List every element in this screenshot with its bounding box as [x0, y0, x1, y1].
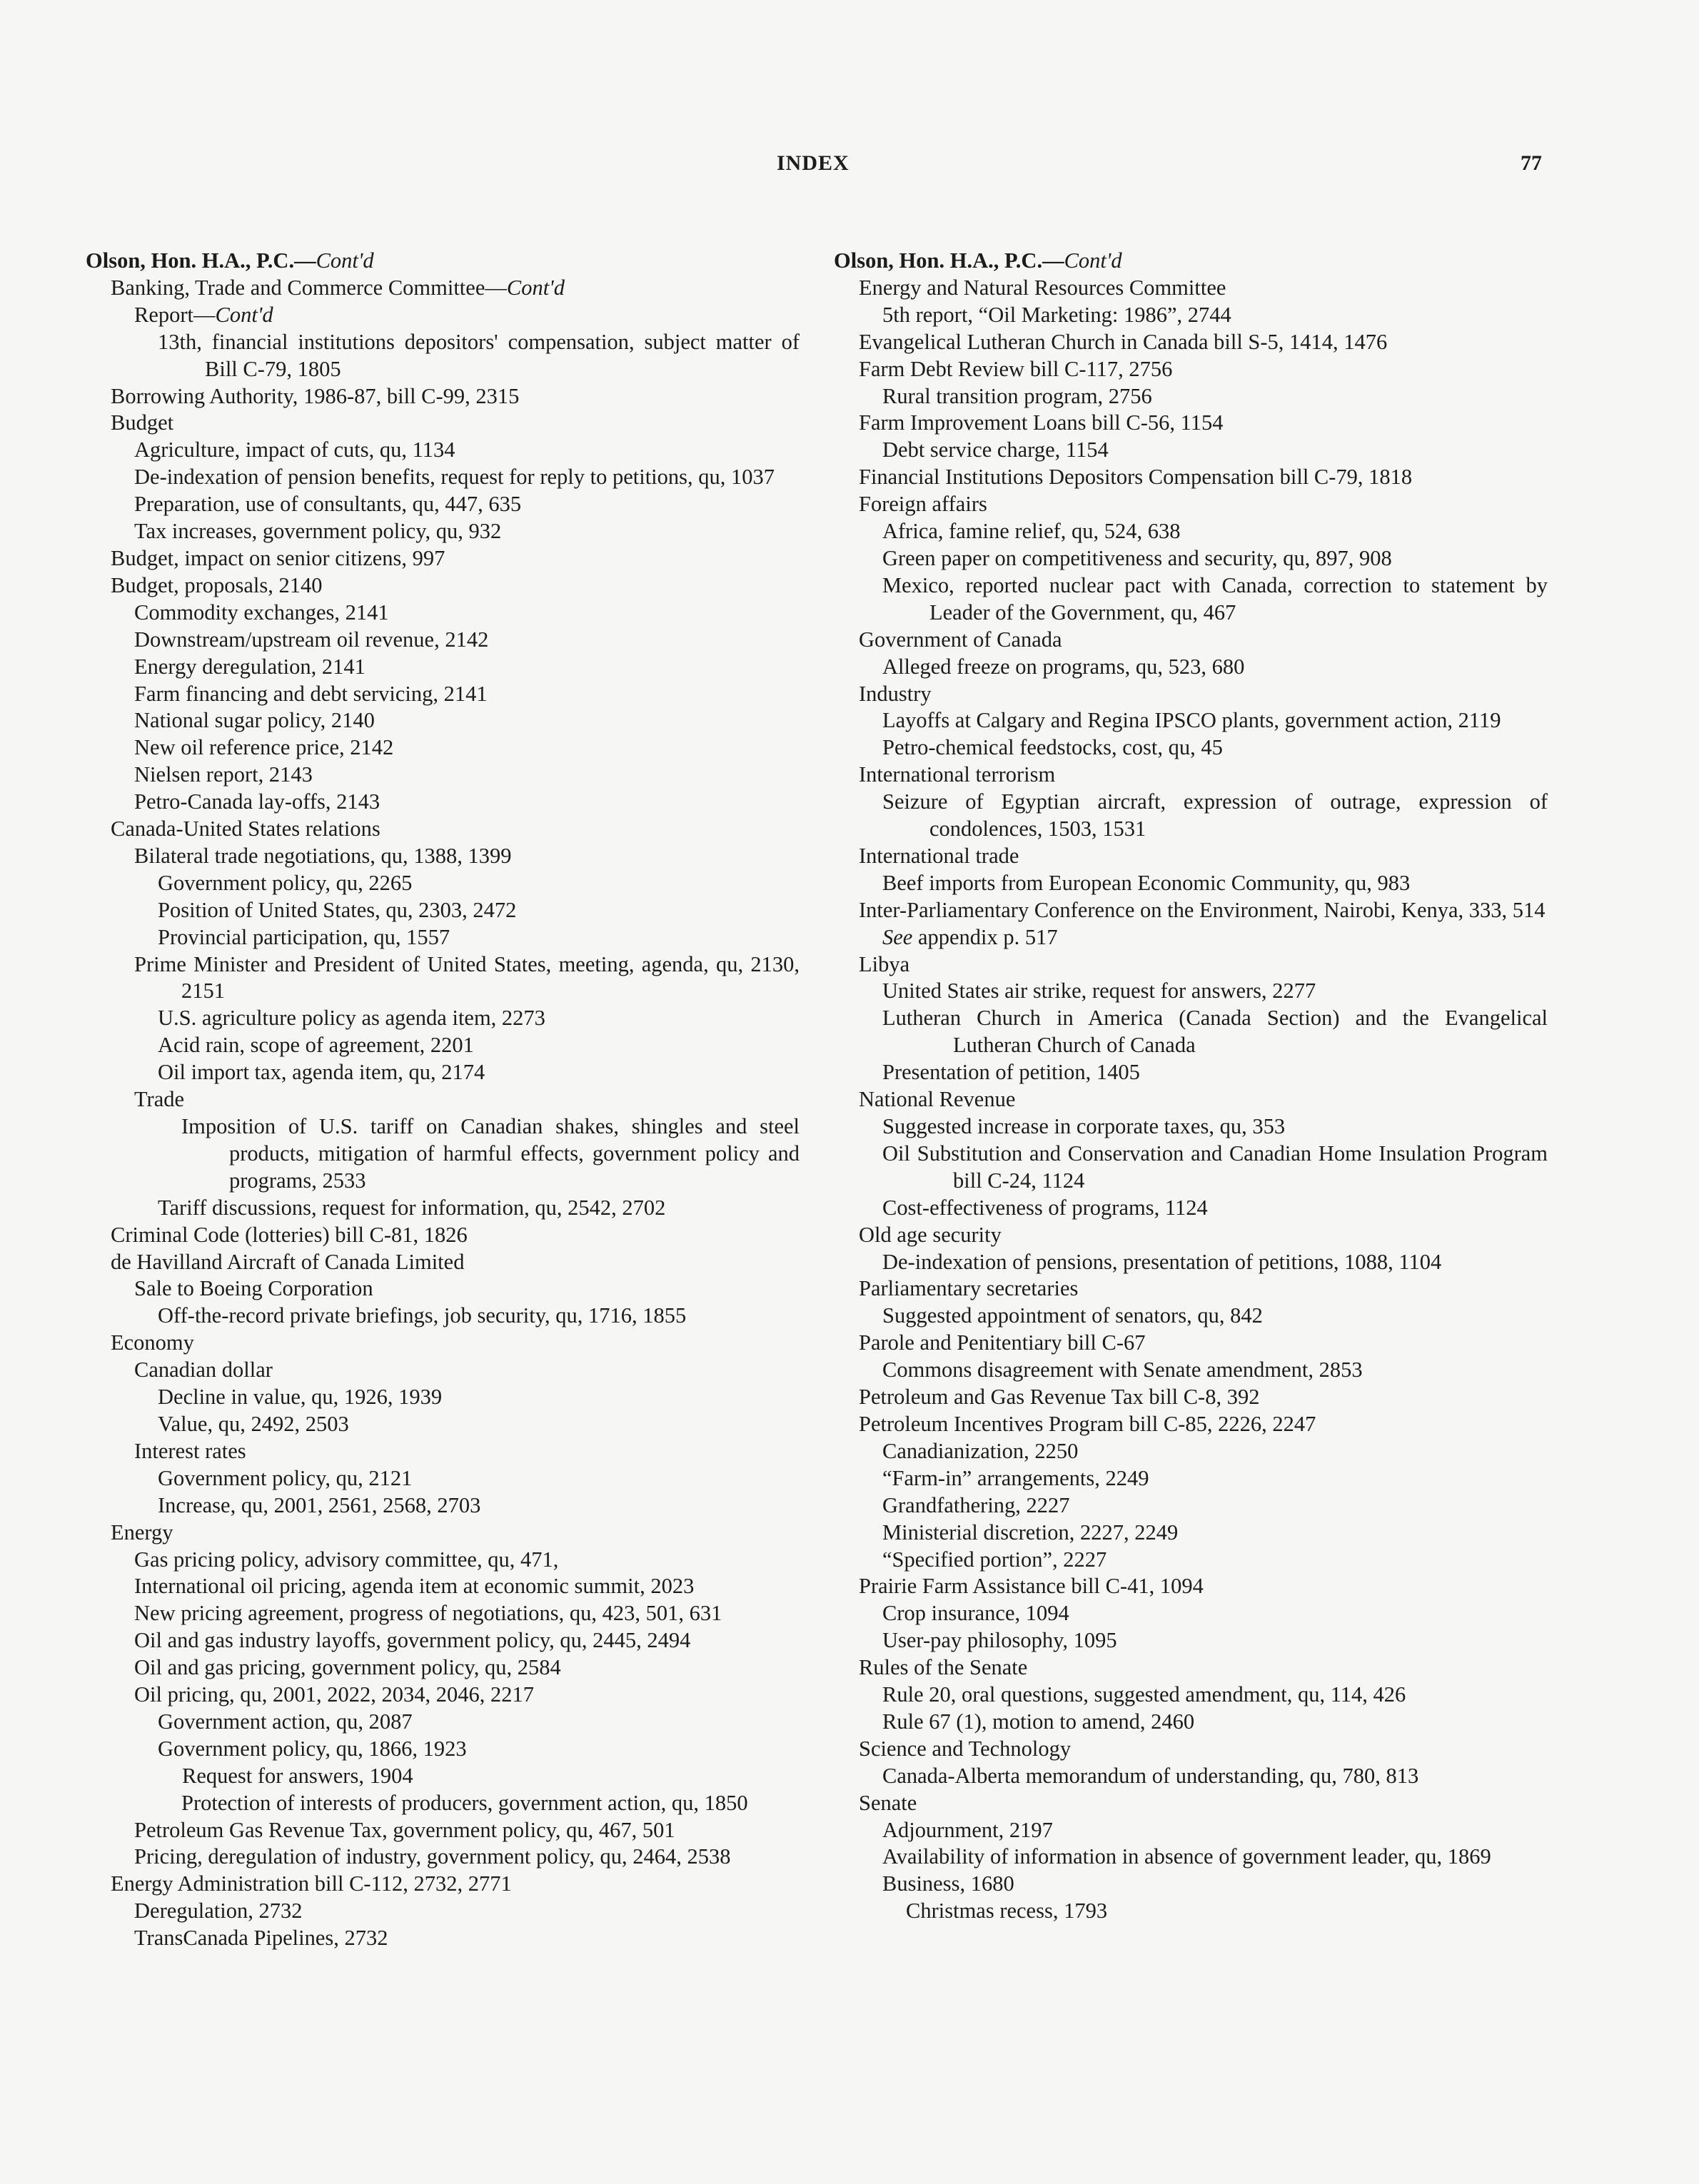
index-entry: Cost-effectiveness of programs, 1124: [882, 1195, 1208, 1220]
index-entry: Energy deregulation, 2141: [134, 654, 365, 679]
index-entry: Industry: [859, 681, 932, 706]
index-entry: New pricing agreement, progress of negotiations, qu, 423, 501, 631: [134, 1601, 722, 1626]
index-entry: Farm Debt Review bill C-117, 2756: [859, 356, 1173, 381]
index-entry: Interest rates: [134, 1438, 246, 1463]
index-entry: Oil import tax, agenda item, qu, 2174: [158, 1060, 485, 1085]
index-entry: Petro-chemical feedstocks, cost, qu, 45: [882, 735, 1223, 760]
index-entry: See appendix p. 517: [882, 924, 1058, 949]
index-entry: Mexico, reported nuclear pact with Canada, correction to statement by Leader of the Government, qu, 467: [882, 572, 1548, 625]
index-entry: Petro-Canada lay-offs, 2143: [134, 789, 380, 814]
index-entry: Pricing, deregulation of industry, government policy, qu, 2464, 2538: [134, 1844, 731, 1869]
index-entry: Old age security: [859, 1222, 1002, 1247]
index-entry: Protection of interests of producers, government action, qu, 1850: [181, 1790, 748, 1815]
index-entry: Economy: [111, 1330, 194, 1355]
index-entry: Lutheran Church in America (Canada Section) and the Evangelical Lutheran Church of Canada: [882, 1006, 1548, 1058]
index-column-left: [86, 248, 800, 1952]
index-entry: Christmas recess, 1793: [906, 1899, 1108, 1923]
index-entry: Petroleum and Gas Revenue Tax bill C-8, 392: [859, 1385, 1260, 1410]
index-entry: Inter-Parliamentary Conference on the Environment, Nairobi, Kenya, 333, 514: [859, 897, 1546, 922]
index-entry: Borrowing Authority, 1986-87, bill C-99, 2315: [111, 383, 520, 408]
index-entry: Grandfathering, 2227: [882, 1492, 1070, 1517]
index-entry: “Farm-in” arrangements, 2249: [882, 1465, 1149, 1490]
index-entry: Government of Canada: [859, 627, 1062, 652]
index-entry: Commons disagreement with Senate amendment, 2853: [882, 1358, 1363, 1382]
index-entry: Report—Cont'd: [134, 302, 273, 327]
index-entry: Farm Improvement Loans bill C-56, 1154: [859, 410, 1224, 435]
index-entry: de Havilland Aircraft of Canada Limited: [111, 1249, 465, 1274]
index-entry: Green paper on competitiveness and security, qu, 897, 908: [882, 545, 1392, 570]
index-entry: International trade: [859, 843, 1019, 868]
index-entry: Energy: [111, 1520, 173, 1545]
index-entry: Decline in value, qu, 1926, 1939: [158, 1385, 443, 1410]
index-entry: Increase, qu, 2001, 2561, 2568, 2703: [158, 1492, 481, 1517]
index-entry: Canadian dollar: [134, 1358, 273, 1382]
index-entry: Tariff discussions, request for information, qu, 2542, 2702: [158, 1195, 666, 1220]
index-entry: Oil and gas industry layoffs, government policy, qu, 2445, 2494: [134, 1628, 691, 1653]
index-entry: Downstream/upstream oil revenue, 2142: [134, 627, 489, 652]
index-entry: Presentation of petition, 1405: [882, 1060, 1140, 1085]
index-entry: National Revenue: [859, 1087, 1016, 1112]
index-entry: User-pay philosophy, 1095: [882, 1628, 1117, 1653]
index-entry: Crop insurance, 1094: [882, 1601, 1069, 1626]
index-entry: Prairie Farm Assistance bill C-41, 1094: [859, 1574, 1204, 1599]
index-entry: Alleged freeze on programs, qu, 523, 680: [882, 654, 1245, 679]
index-entry: Parliamentary secretaries: [859, 1276, 1079, 1301]
index-entry: Government policy, qu, 2121: [158, 1465, 413, 1490]
index-entry: Energy Administration bill C-112, 2732, 2771: [111, 1871, 512, 1896]
index-entry: Government policy, qu, 2265: [158, 870, 413, 895]
index-entry: De-indexation of pensions, presentation of petitions, 1088, 1104: [882, 1249, 1442, 1274]
index-entry: Budget, proposals, 2140: [111, 572, 323, 597]
index-entry: Imposition of U.S. tariff on Canadian shakes, shingles and steel products, mitigation of harmful effects, government policy and programs, 2533: [181, 1114, 800, 1193]
index-entry: TransCanada Pipelines, 2732: [134, 1926, 388, 1951]
index-entry: National sugar policy, 2140: [134, 708, 375, 733]
index-entry: Adjournment, 2197: [882, 1817, 1053, 1842]
index-entry: Parole and Penitentiary bill C-67: [859, 1330, 1146, 1355]
index-entry: Energy and Natural Resources Committee: [859, 275, 1226, 300]
index-entry: Libya: [859, 951, 910, 976]
index-entry: Rule 20, oral questions, suggested amendment, qu, 114, 426: [882, 1682, 1406, 1707]
index-entry: U.S. agriculture policy as agenda item, 2273: [158, 1006, 545, 1031]
index-entry: Senate: [859, 1790, 917, 1815]
index-entry: Sale to Boeing Corporation: [134, 1276, 373, 1301]
index-entry: “Specified portion”, 2227: [882, 1547, 1107, 1572]
index-entry: International terrorism: [859, 762, 1056, 787]
index-entry: Layoffs at Calgary and Regina IPSCO plants, government action, 2119: [882, 708, 1501, 733]
index-entry: 5th report, “Oil Marketing: 1986”, 2744: [882, 302, 1231, 327]
index-entry: Financial Institutions Depositors Compensation bill C-79, 1818: [859, 465, 1413, 490]
index-entry: Budget, impact on senior citizens, 997: [111, 545, 445, 570]
index-entry: Provincial participation, qu, 1557: [158, 924, 450, 949]
index-column-right: [834, 248, 1548, 1925]
index-entry: Debt service charge, 1154: [882, 438, 1109, 462]
index-entry: Position of United States, qu, 2303, 2472: [158, 897, 517, 922]
index-entry: United States air strike, request for answers, 2277: [882, 979, 1316, 1003]
index-entry: Canada-Alberta memorandum of understanding, qu, 780, 813: [882, 1763, 1419, 1788]
index-entry: Budget: [111, 410, 174, 435]
index-entry: Request for answers, 1904: [182, 1763, 413, 1788]
index-entry: Deregulation, 2732: [134, 1899, 303, 1923]
index-entry: Acid rain, scope of agreement, 2201: [158, 1033, 474, 1058]
index-entry: Canada-United States relations: [111, 817, 380, 841]
index-entry: Criminal Code (lotteries) bill C-81, 1826: [111, 1222, 468, 1247]
index-entry: Suggested appointment of senators, qu, 842: [882, 1303, 1263, 1328]
index-entry: Government policy, qu, 1866, 1923: [158, 1736, 467, 1761]
index-entry: Agriculture, impact of cuts, qu, 1134: [134, 438, 455, 462]
index-entry: Bilateral trade negotiations, qu, 1388, 1399: [134, 843, 512, 868]
index-entry: Beef imports from European Economic Community, qu, 983: [882, 870, 1411, 895]
index-entry: Oil and gas pricing, government policy, qu, 2584: [134, 1655, 561, 1680]
index-entry: Suggested increase in corporate taxes, qu, 353: [882, 1114, 1286, 1138]
index-entry: Rural transition program, 2756: [882, 383, 1152, 408]
index-entry: Tax increases, government policy, qu, 932: [134, 519, 502, 544]
index-entry: Petroleum Gas Revenue Tax, government policy, qu, 467, 501: [134, 1817, 675, 1842]
index-entry: Petroleum Incentives Program bill C-85, 2226, 2247: [859, 1411, 1316, 1436]
index-entry: Value, qu, 2492, 2503: [158, 1411, 349, 1436]
index-entry: Prime Minister and President of United States, meeting, agenda, qu, 2130, 2151: [134, 951, 800, 1003]
index-entry: Government action, qu, 2087: [158, 1709, 413, 1734]
index-entry: International oil pricing, agenda item at economic summit, 2023: [134, 1574, 695, 1599]
index-entry: Availability of information in absence of government leader, qu, 1869: [882, 1844, 1491, 1869]
index-entry: Africa, famine relief, qu, 524, 638: [882, 519, 1181, 544]
index-entry: Nielsen report, 2143: [134, 762, 313, 787]
index-entry: New oil reference price, 2142: [134, 735, 394, 760]
index-entry: Commodity exchanges, 2141: [134, 600, 389, 625]
index-entry: Rules of the Senate: [859, 1655, 1028, 1680]
index-entry: Business, 1680: [882, 1871, 1014, 1896]
index-entry: Rule 67 (1), motion to amend, 2460: [882, 1709, 1195, 1734]
index-entry: De-indexation of pension benefits, request for reply to petitions, qu, 1037: [134, 465, 775, 490]
index-entry: Foreign affairs: [859, 492, 987, 517]
running-head: INDEX: [777, 151, 850, 175]
index-entry: Science and Technology: [859, 1736, 1072, 1761]
index-heading: Olson, Hon. H.A., P.C.—Cont'd: [86, 248, 374, 273]
index-entry: Ministerial discretion, 2227, 2249: [882, 1520, 1179, 1545]
index-heading: Olson, Hon. H.A., P.C.—Cont'd: [834, 248, 1122, 273]
index-entry: Oil Substitution and Conservation and Canadian Home Insulation Program bill C-24, 1124: [882, 1141, 1548, 1193]
index-entry: Oil pricing, qu, 2001, 2022, 2034, 2046, 2217: [134, 1682, 534, 1707]
index-entry: Canadianization, 2250: [882, 1438, 1079, 1463]
index-entry: Off-the-record private briefings, job security, qu, 1716, 1855: [158, 1303, 687, 1328]
index-entry: Banking, Trade and Commerce Committee—Cont'd: [111, 275, 565, 300]
index-entry: Preparation, use of consultants, qu, 447, 635: [134, 492, 522, 517]
index-entry: Gas pricing policy, advisory committee, qu, 471,: [134, 1547, 559, 1572]
index-entry: Trade: [134, 1087, 185, 1112]
page-number: 77: [1521, 151, 1542, 175]
index-entry: Farm financing and debt servicing, 2141: [134, 681, 488, 706]
index-entry: Evangelical Lutheran Church in Canada bill S-5, 1414, 1476: [859, 329, 1388, 354]
index-entry: Seizure of Egyptian aircraft, expression of outrage, expression of condolences, 1503, 1531: [882, 789, 1548, 841]
index-entry: 13th, financial institutions depositors' compensation, subject matter of Bill C-79, 1805: [158, 329, 800, 381]
